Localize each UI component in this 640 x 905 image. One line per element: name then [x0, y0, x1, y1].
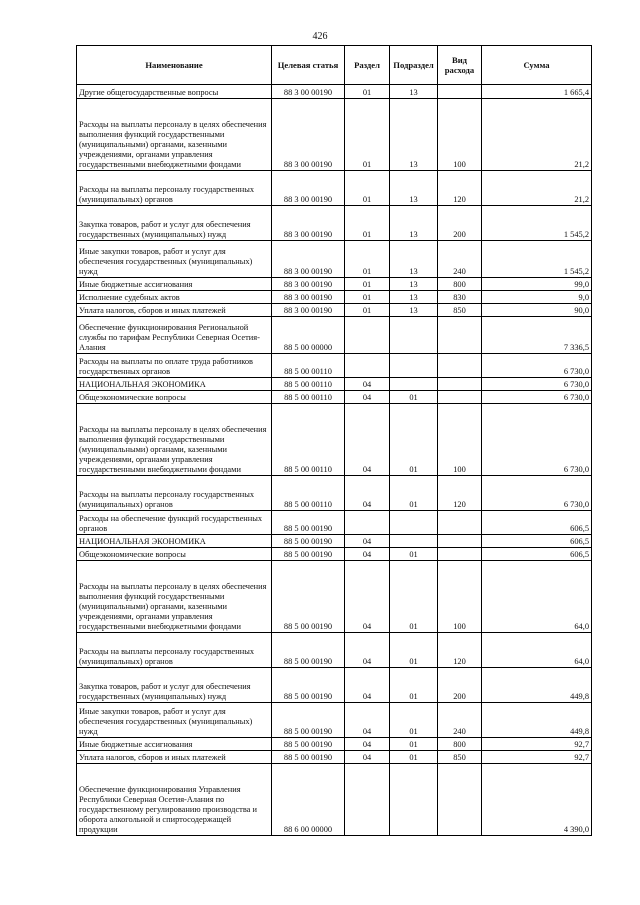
header-type: Вид расхода	[438, 46, 482, 85]
cell-type: 830	[438, 291, 482, 304]
table-row	[77, 378, 592, 391]
cell-section: 01	[345, 304, 390, 317]
cell-code: 88 5 00 00110	[272, 378, 345, 391]
table-row	[77, 278, 592, 291]
cell-type	[438, 85, 482, 99]
cell-type: 120	[438, 633, 482, 668]
cell-subsection	[390, 317, 438, 354]
table-row	[77, 751, 592, 764]
cell-type: 100	[438, 404, 482, 476]
cell-section: 04	[345, 561, 390, 633]
cell-code: 88 5 00 00000	[272, 317, 345, 354]
cell-subsection: 01	[390, 751, 438, 764]
cell-sum: 449,8	[482, 703, 592, 738]
cell-sum: 606,5	[482, 535, 592, 548]
cell-code: 88 5 00 00190	[272, 703, 345, 738]
cell-type: 100	[438, 99, 482, 171]
cell-type: 850	[438, 304, 482, 317]
table-row	[77, 561, 592, 633]
cell-name: Иные закупки товаров, работ и услуг для обеспечения государственных (муниципальных) нужд	[77, 241, 272, 278]
cell-section: 01	[345, 206, 390, 241]
cell-code: 88 5 00 00110	[272, 354, 345, 378]
cell-section: 04	[345, 391, 390, 404]
cell-name: Расходы на выплаты персоналу государственных (муниципальных) органов	[77, 633, 272, 668]
table-row	[77, 535, 592, 548]
cell-subsection	[390, 354, 438, 378]
cell-code: 88 3 00 00190	[272, 85, 345, 99]
cell-sum: 6 730,0	[482, 354, 592, 378]
cell-name: Обеспечение функционирования Управления Республики Северная Осетия-Алания по государственному регулированию производства и оборота алкогольной и спиртосодержащей продукции	[77, 764, 272, 836]
cell-sum: 99,0	[482, 278, 592, 291]
cell-sum: 92,7	[482, 738, 592, 751]
table-row	[77, 317, 592, 354]
cell-subsection	[390, 378, 438, 391]
cell-subsection: 13	[390, 304, 438, 317]
cell-code: 88 3 00 00190	[272, 291, 345, 304]
cell-subsection: 01	[390, 476, 438, 511]
cell-section: 01	[345, 278, 390, 291]
cell-section: 04	[345, 668, 390, 703]
cell-code: 88 5 00 00110	[272, 391, 345, 404]
cell-code: 88 3 00 00190	[272, 278, 345, 291]
cell-subsection	[390, 511, 438, 535]
cell-type: 120	[438, 476, 482, 511]
header-section: Раздел	[345, 46, 390, 85]
header-subsection: Подраздел	[390, 46, 438, 85]
cell-code: 88 5 00 00110	[272, 476, 345, 511]
cell-section: 01	[345, 171, 390, 206]
cell-name: Иные закупки товаров, работ и услуг для обеспечения государственных (муниципальных) нужд	[77, 703, 272, 738]
cell-name: Иные бюджетные ассигнования	[77, 278, 272, 291]
cell-code: 88 6 00 00000	[272, 764, 345, 836]
table-row	[77, 633, 592, 668]
cell-name: Расходы на выплаты персоналу государственных (муниципальных) органов	[77, 476, 272, 511]
cell-section	[345, 317, 390, 354]
cell-name: Другие общегосударственные вопросы	[77, 85, 272, 99]
cell-section	[345, 511, 390, 535]
cell-type	[438, 378, 482, 391]
cell-section	[345, 354, 390, 378]
cell-sum: 1 545,2	[482, 241, 592, 278]
cell-name: Расходы на выплаты персоналу в целях обеспечения выполнения функций государственными (муниципальными) органами, казенными учреждениями, органами управления государственными внебюджетными фондами	[77, 561, 272, 633]
cell-subsection: 13	[390, 241, 438, 278]
cell-sum: 21,2	[482, 99, 592, 171]
table-row	[77, 291, 592, 304]
cell-section	[345, 764, 390, 836]
cell-sum: 64,0	[482, 633, 592, 668]
cell-name: Иные бюджетные ассигнования	[77, 738, 272, 751]
cell-name: Обеспечение функционирования Региональной службы по тарифам Республики Северная Осетия-Алания	[77, 317, 272, 354]
cell-sum: 6 730,0	[482, 404, 592, 476]
cell-sum: 606,5	[482, 548, 592, 561]
cell-subsection: 13	[390, 99, 438, 171]
cell-code: 88 5 00 00190	[272, 668, 345, 703]
cell-subsection: 01	[390, 548, 438, 561]
cell-code: 88 5 00 00190	[272, 738, 345, 751]
header-row	[77, 46, 592, 85]
cell-code: 88 3 00 00190	[272, 99, 345, 171]
cell-code: 88 5 00 00190	[272, 548, 345, 561]
cell-type: 200	[438, 668, 482, 703]
table-row	[77, 404, 592, 476]
cell-section: 01	[345, 99, 390, 171]
cell-subsection: 13	[390, 171, 438, 206]
cell-code: 88 3 00 00190	[272, 206, 345, 241]
cell-subsection: 13	[390, 206, 438, 241]
cell-sum: 9,0	[482, 291, 592, 304]
cell-code: 88 5 00 00190	[272, 511, 345, 535]
cell-subsection: 01	[390, 404, 438, 476]
cell-sum: 21,2	[482, 171, 592, 206]
table-header	[77, 46, 592, 85]
table-row	[77, 511, 592, 535]
table-row	[77, 99, 592, 171]
cell-subsection: 13	[390, 278, 438, 291]
cell-subsection: 13	[390, 85, 438, 99]
cell-sum: 6 730,0	[482, 378, 592, 391]
table-row	[77, 738, 592, 751]
cell-sum: 6 730,0	[482, 476, 592, 511]
cell-type	[438, 511, 482, 535]
cell-section: 01	[345, 291, 390, 304]
cell-section: 04	[345, 548, 390, 561]
cell-code: 88 5 00 00190	[272, 751, 345, 764]
cell-sum: 92,7	[482, 751, 592, 764]
table-row	[77, 548, 592, 561]
cell-type: 800	[438, 738, 482, 751]
cell-name: Уплата налогов, сборов и иных платежей	[77, 304, 272, 317]
table-row	[77, 241, 592, 278]
cell-type: 240	[438, 241, 482, 278]
cell-sum: 6 730,0	[482, 391, 592, 404]
table-row	[77, 764, 592, 836]
cell-code: 88 3 00 00190	[272, 241, 345, 278]
table-row	[77, 206, 592, 241]
cell-section: 04	[345, 738, 390, 751]
cell-name: Закупка товаров, работ и услуг для обеспечения государственных (муниципальных) нужд	[77, 668, 272, 703]
table-body	[77, 85, 592, 836]
cell-subsection: 01	[390, 391, 438, 404]
cell-code: 88 5 00 00190	[272, 535, 345, 548]
cell-sum: 606,5	[482, 511, 592, 535]
cell-name: Уплата налогов, сборов и иных платежей	[77, 751, 272, 764]
budget-table	[76, 45, 592, 836]
cell-name: Расходы на выплаты персоналу в целях обеспечения выполнения функций государственными (муниципальными) органами, казенными учреждениями, органами управления государственными внебюджетными фондами	[77, 99, 272, 171]
cell-section: 04	[345, 751, 390, 764]
table-row	[77, 171, 592, 206]
table-row	[77, 703, 592, 738]
cell-name: Расходы на выплаты персоналу государственных (муниципальных) органов	[77, 171, 272, 206]
cell-type: 850	[438, 751, 482, 764]
cell-name: Исполнение судебных актов	[77, 291, 272, 304]
cell-sum: 1 665,4	[482, 85, 592, 99]
cell-type: 100	[438, 561, 482, 633]
cell-name: НАЦИОНАЛЬНАЯ ЭКОНОМИКА	[77, 535, 272, 548]
cell-sum: 1 545,2	[482, 206, 592, 241]
cell-type: 200	[438, 206, 482, 241]
table-row	[77, 354, 592, 378]
cell-section: 04	[345, 633, 390, 668]
cell-sum: 7 336,5	[482, 317, 592, 354]
cell-sum: 64,0	[482, 561, 592, 633]
header-code: Целевая статья	[272, 46, 345, 85]
cell-type	[438, 317, 482, 354]
table-row	[77, 391, 592, 404]
header-sum: Сумма	[482, 46, 592, 85]
table-row	[77, 668, 592, 703]
cell-name: Расходы на выплаты по оплате труда работников государственных органов	[77, 354, 272, 378]
cell-code: 88 5 00 00190	[272, 633, 345, 668]
cell-type: 120	[438, 171, 482, 206]
cell-subsection: 13	[390, 291, 438, 304]
cell-code: 88 3 00 00190	[272, 304, 345, 317]
table-row	[77, 476, 592, 511]
table-row	[77, 85, 592, 99]
cell-type	[438, 535, 482, 548]
cell-type: 800	[438, 278, 482, 291]
cell-type: 240	[438, 703, 482, 738]
header-name: Наименование	[77, 46, 272, 85]
cell-section: 04	[345, 378, 390, 391]
cell-name: Общеэкономические вопросы	[77, 548, 272, 561]
cell-sum: 90,0	[482, 304, 592, 317]
cell-name: НАЦИОНАЛЬНАЯ ЭКОНОМИКА	[77, 378, 272, 391]
cell-code: 88 5 00 00110	[272, 404, 345, 476]
cell-sum: 4 390,0	[482, 764, 592, 836]
cell-subsection	[390, 535, 438, 548]
cell-type	[438, 391, 482, 404]
cell-section: 04	[345, 535, 390, 548]
cell-section: 01	[345, 241, 390, 278]
cell-subsection: 01	[390, 738, 438, 751]
cell-type	[438, 764, 482, 836]
cell-subsection	[390, 764, 438, 836]
cell-section: 04	[345, 476, 390, 511]
cell-code: 88 5 00 00190	[272, 561, 345, 633]
cell-section: 04	[345, 404, 390, 476]
cell-section: 01	[345, 85, 390, 99]
cell-type	[438, 354, 482, 378]
page-number: 426	[312, 31, 328, 42]
cell-name: Расходы на выплаты персоналу в целях обеспечения выполнения функций государственными (муниципальными) органами, казенными учреждениями, органами управления государственными внебюджетными фондами	[77, 404, 272, 476]
cell-section: 04	[345, 703, 390, 738]
cell-name: Расходы на обеспечение функций государственных органов	[77, 511, 272, 535]
cell-subsection: 01	[390, 668, 438, 703]
cell-subsection: 01	[390, 703, 438, 738]
cell-sum: 449,8	[482, 668, 592, 703]
cell-name: Общеэкономические вопросы	[77, 391, 272, 404]
cell-subsection: 01	[390, 633, 438, 668]
table-row	[77, 304, 592, 317]
cell-type	[438, 548, 482, 561]
cell-name: Закупка товаров, работ и услуг для обеспечения государственных (муниципальных) нужд	[77, 206, 272, 241]
cell-code: 88 3 00 00190	[272, 171, 345, 206]
cell-subsection: 01	[390, 561, 438, 633]
